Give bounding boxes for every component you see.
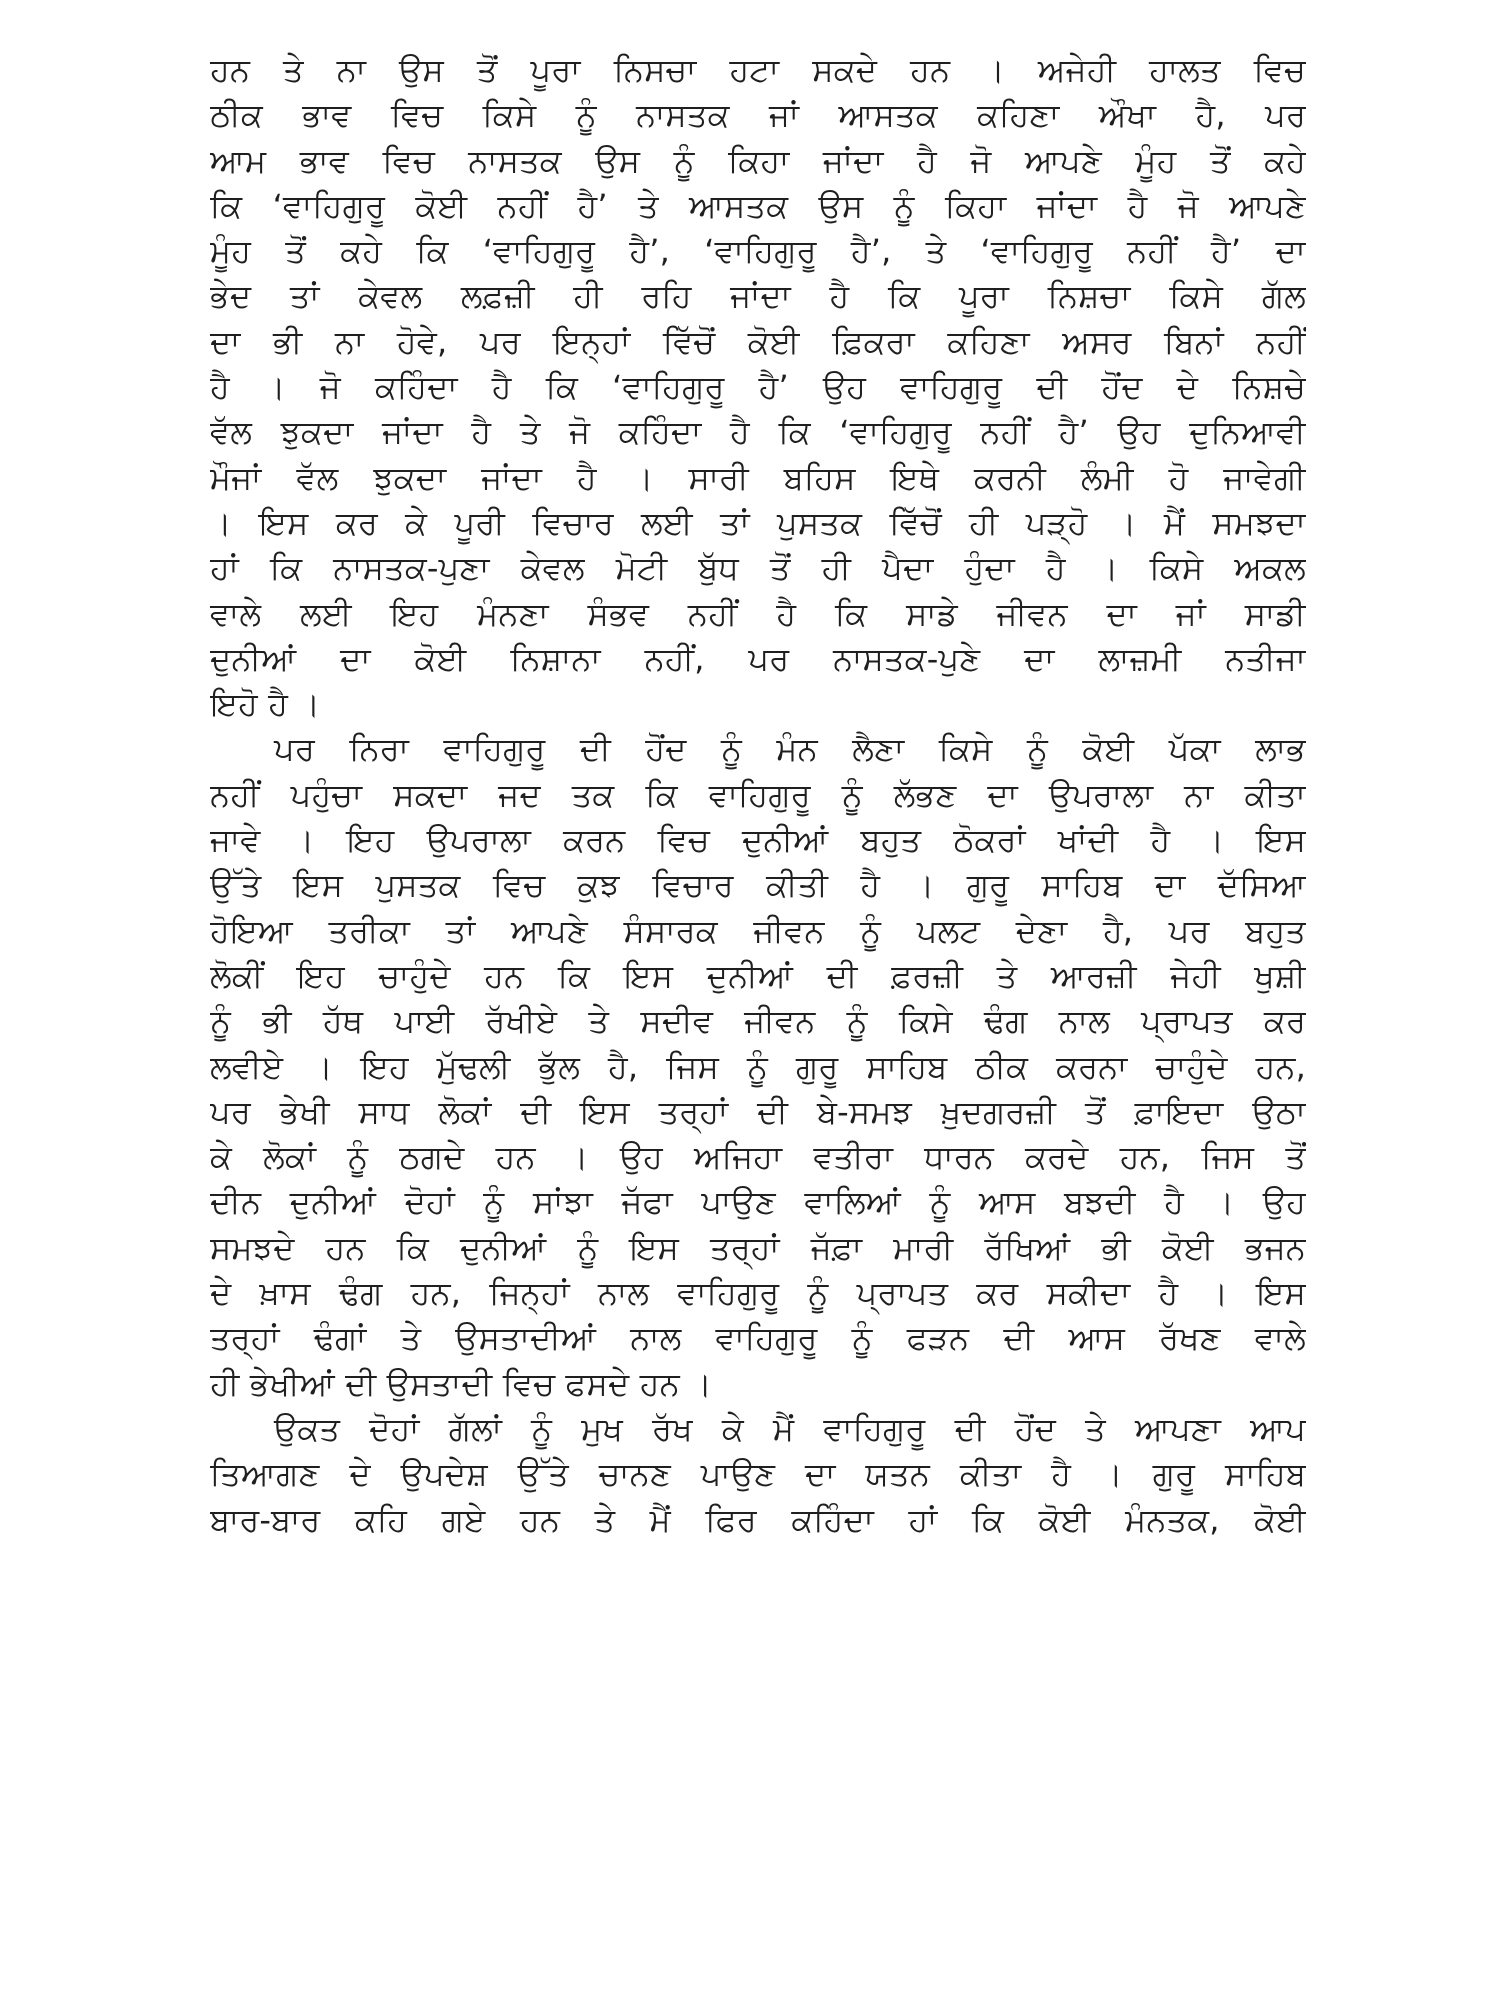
text-line: ਵੱਲ ਝੁਕਦਾ ਜਾਂਦਾ ਹੈ ਤੇ ਜੋ ਕਹਿੰਦਾ ਹੈ ਕਿ ‘ਵਾਹਿਗੁਰੂ ਨਹੀਂ ਹੈ’ ਉਹ ਦੁਨਿਆਵੀ xyxy=(210,413,1306,452)
text-line: ਪਰ ਭੇਖੀ ਸਾਧ ਲੋਕਾਂ ਦੀ ਇਸ ਤਰ੍ਹਾਂ ਦੀ ਬੇ-ਸਮਝ ਖ਼ੁਦਗਰਜ਼ੀ ਤੋਂ ਫ਼ਾਇਦਾ ਉਠਾ xyxy=(210,1092,1306,1131)
text-line: ਤਿਆਗਣ ਦੇ ਉਪਦੇਸ਼ ਉੱਤੇ ਚਾਨਣ ਪਾਉਣ ਦਾ ਯਤਨ ਕੀਤਾ ਹੈ । ਗੁਰੂ ਸਾਹਿਬ xyxy=(210,1455,1306,1494)
paragraph-2 xyxy=(210,727,1306,1406)
text-line: ਜਾਵੇ । ਇਹ ਉਪਰਾਲਾ ਕਰਨ ਵਿਚ ਦੁਨੀਆਂ ਬਹੁਤ ਠੋਕਰਾਂ ਖਾਂਦੀ ਹੈ । ਇਸ xyxy=(210,821,1306,860)
text-line: ਲੋਕੀਂ ਇਹ ਚਾਹੁੰਦੇ ਹਨ ਕਿ ਇਸ ਦੁਨੀਆਂ ਦੀ ਫ਼ਰਜ਼ੀ ਤੇ ਆਰਜ਼ੀ ਜੇਹੀ ਖੁਸ਼ੀ xyxy=(210,956,1306,995)
text-line: ਆਮ ਭਾਵ ਵਿਚ ਨਾਸਤਕ ਉਸ ਨੂੰ ਕਿਹਾ ਜਾਂਦਾ ਹੈ ਜੋ ਆਪਣੇ ਮੂੰਹ ਤੋਂ ਕਹੇ xyxy=(210,141,1306,180)
text-line: ਲਵੀਏ । ਇਹ ਮੁੱਢਲੀ ਭੁੱਲ ਹੈ, ਜਿਸ ਨੂੰ ਗੁਰੂ ਸਾਹਿਬ ਠੀਕ ਕਰਨਾ ਚਾਹੁੰਦੇ ਹਨ, xyxy=(210,1047,1306,1086)
text-line: ਦਾ ਭੀ ਨਾ ਹੋਵੇ, ਪਰ ਇਨ੍ਹਾਂ ਵਿੱਚੋਂ ਕੋਈ ਫ਼ਿਕਰਾ ਕਹਿਣਾ ਅਸਰ ਬਿਨਾਂ ਨਹੀਂ xyxy=(210,322,1306,361)
text-line: ਕੇ ਲੋਕਾਂ ਨੂੰ ਠਗਦੇ ਹਨ । ਉਹ ਅਜਿਹਾ ਵਤੀਰਾ ਧਾਰਨ ਕਰਦੇ ਹਨ, ਜਿਸ ਤੋਂ xyxy=(210,1138,1306,1177)
text-line: ਮੌਜਾਂ ਵੱਲ ਝੁਕਦਾ ਜਾਂਦਾ ਹੈ । ਸਾਰੀ ਬਹਿਸ ਇਥੇ ਕਰਨੀ ਲੰਮੀ ਹੋ ਜਾਵੇਗੀ xyxy=(210,458,1306,497)
paragraph-1 xyxy=(210,48,1306,727)
document-page xyxy=(210,48,1306,1978)
text-line: ਪਰ ਨਿਰਾ ਵਾਹਿਗੁਰੂ ਦੀ ਹੋਂਦ ਨੂੰ ਮੰਨ ਲੈਣਾ ਕਿਸੇ ਨੂੰ ਕੋਈ ਪੱਕਾ ਲਾਭ xyxy=(274,730,1306,769)
text-line: ਕਿ ‘ਵਾਹਿਗੁਰੂ ਕੋਈ ਨਹੀਂ ਹੈ’ ਤੇ ਆਸਤਕ ਉਸ ਨੂੰ ਕਿਹਾ ਜਾਂਦਾ ਹੈ ਜੋ ਆਪਣੇ xyxy=(210,186,1306,225)
text-line: ਹੋਇਆ ਤਰੀਕਾ ਤਾਂ ਆਪਣੇ ਸੰਸਾਰਕ ਜੀਵਨ ਨੂੰ ਪਲਟ ਦੇਣਾ ਹੈ, ਪਰ ਬਹੁਤ xyxy=(210,911,1306,950)
text-line: ਦੁਨੀਆਂ ਦਾ ਕੋਈ ਨਿਸ਼ਾਨਾ ਨਹੀਂ, ਪਰ ਨਾਸਤਕ-ਪੁਣੇ ਦਾ ਲਾਜ਼ਮੀ ਨਤੀਜਾ xyxy=(210,639,1306,678)
text-line: । ਇਸ ਕਰ ਕੇ ਪੂਰੀ ਵਿਚਾਰ ਲਈ ਤਾਂ ਪੁਸਤਕ ਵਿੱਚੋਂ ਹੀ ਪੜ੍ਹੋ । ਮੈਂ ਸਮਝਦਾ xyxy=(210,503,1306,542)
text-line: ਬਾਰ-ਬਾਰ ਕਹਿ ਗਏ ਹਨ ਤੇ ਮੈਂ ਫਿਰ ਕਹਿੰਦਾ ਹਾਂ ਕਿ ਕੋਈ ਮੰਨਤਕ, ਕੋਈ xyxy=(210,1500,1306,1539)
text-line: ਹਨ ਤੇ ਨਾ ਉਸ ਤੋਂ ਪੂਰਾ ਨਿਸਚਾ ਹਟਾ ਸਕਦੇ ਹਨ । ਅਜੇਹੀ ਹਾਲਤ ਵਿਚ xyxy=(210,51,1306,89)
text-line: ਹੀ ਭੇਖੀਆਂ ਦੀ ਉਸਤਾਦੀ ਵਿਚ ਫਸਦੇ ਹਨ । xyxy=(210,1364,712,1403)
text-line: ਉੱਤੇ ਇਸ ਪੁਸਤਕ ਵਿਚ ਕੁਝ ਵਿਚਾਰ ਕੀਤੀ ਹੈ । ਗੁਰੂ ਸਾਹਿਬ ਦਾ ਦੱਸਿਆ xyxy=(210,866,1306,905)
text-line: ਸਮਝਦੇ ਹਨ ਕਿ ਦੁਨੀਆਂ ਨੂੰ ਇਸ ਤਰ੍ਹਾਂ ਜੱਫ਼ਾ ਮਾਰੀ ਰੱਖਿਆਂ ਭੀ ਕੋਈ ਭਜਨ xyxy=(210,1228,1306,1267)
text-line: ਹਾਂ ਕਿ ਨਾਸਤਕ-ਪੁਣਾ ਕੇਵਲ ਮੋਟੀ ਬੁੱਧ ਤੋਂ ਹੀ ਪੈਦਾ ਹੁੰਦਾ ਹੈ । ਕਿਸੇ ਅਕਲ xyxy=(210,549,1306,588)
text-line: ਤਰ੍ਹਾਂ ਢੰਗਾਂ ਤੇ ਉਸਤਾਦੀਆਂ ਨਾਲ ਵਾਹਿਗੁਰੂ ਨੂੰ ਫੜਨ ਦੀ ਆਸ ਰੱਖਣ ਵਾਲੇ xyxy=(210,1319,1306,1358)
text-line: ਭੇਦ ਤਾਂ ਕੇਵਲ ਲਫ਼ਜ਼ੀ ਹੀ ਰਹਿ ਜਾਂਦਾ ਹੈ ਕਿ ਪੂਰਾ ਨਿਸ਼ਚਾ ਕਿਸੇ ਗੱਲ xyxy=(210,277,1306,316)
text-line: ਠੀਕ ਭਾਵ ਵਿਚ ਕਿਸੇ ਨੂੰ ਨਾਸਤਕ ਜਾਂ ਆਸਤਕ ਕਹਿਣਾ ਔਖਾ ਹੈ, ਪਰ xyxy=(210,96,1306,135)
text-line: ਵਾਲੇ ਲਈ ਇਹ ਮੰਨਣਾ ਸੰਭਵ ਨਹੀਂ ਹੈ ਕਿ ਸਾਡੇ ਜੀਵਨ ਦਾ ਜਾਂ ਸਾਡੀ xyxy=(210,594,1306,633)
text-line: ਨਹੀਂ ਪਹੁੰਚਾ ਸਕਦਾ ਜਦ ਤਕ ਕਿ ਵਾਹਿਗੁਰੂ ਨੂੰ ਲੱਭਣ ਦਾ ਉਪਰਾਲਾ ਨਾ ਕੀਤਾ xyxy=(210,775,1306,814)
text-line: ਨੂੰ ਭੀ ਹੱਥ ਪਾਈ ਰੱਖੀਏ ਤੇ ਸਦੀਵ ਜੀਵਨ ਨੂੰ ਕਿਸੇ ਢੰਗ ਨਾਲ ਪ੍ਰਾਪਤ ਕਰ xyxy=(210,1002,1306,1041)
text-line: ਮੂੰਹ ਤੋਂ ਕਹੇ ਕਿ ‘ਵਾਹਿਗੁਰੂ ਹੈ’, ‘ਵਾਹਿਗੁਰੂ ਹੈ’, ਤੇ ‘ਵਾਹਿਗੁਰੂ ਨਹੀਂ ਹੈ’ ਦਾ xyxy=(210,232,1306,271)
text-line: ਇਹੋ ਹੈ । xyxy=(210,685,321,724)
text-line: ਉਕਤ ਦੋਹਾਂ ਗੱਲਾਂ ਨੂੰ ਮੁਖ ਰੱਖ ਕੇ ਮੈਂ ਵਾਹਿਗੁਰੂ ਦੀ ਹੋਂਦ ਤੇ ਆਪਣਾ ਆਪ xyxy=(274,1409,1306,1448)
text-line: ਦੇ ਖ਼ਾਸ ਢੰਗ ਹਨ, ਜਿਨ੍ਹਾਂ ਨਾਲ ਵਾਹਿਗੁਰੂ ਨੂੰ ਪ੍ਰਾਪਤ ਕਰ ਸਕੀਦਾ ਹੈ । ਇਸ xyxy=(210,1274,1306,1313)
text-line: ਹੈ । ਜੋ ਕਹਿੰਦਾ ਹੈ ਕਿ ‘ਵਾਹਿਗੁਰੂ ਹੈ’ ਉਹ ਵਾਹਿਗੁਰੂ ਦੀ ਹੋਂਦ ਦੇ ਨਿਸ਼ਚੇ xyxy=(210,368,1306,407)
text-line: ਦੀਨ ਦੁਨੀਆਂ ਦੋਹਾਂ ਨੂੰ ਸਾਂਝਾ ਜੱਫਾ ਪਾਉਣ ਵਾਲਿਆਂ ਨੂੰ ਆਸ ਬਝਦੀ ਹੈ । ਉਹ xyxy=(210,1183,1306,1222)
paragraph-3 xyxy=(210,1407,1306,1543)
